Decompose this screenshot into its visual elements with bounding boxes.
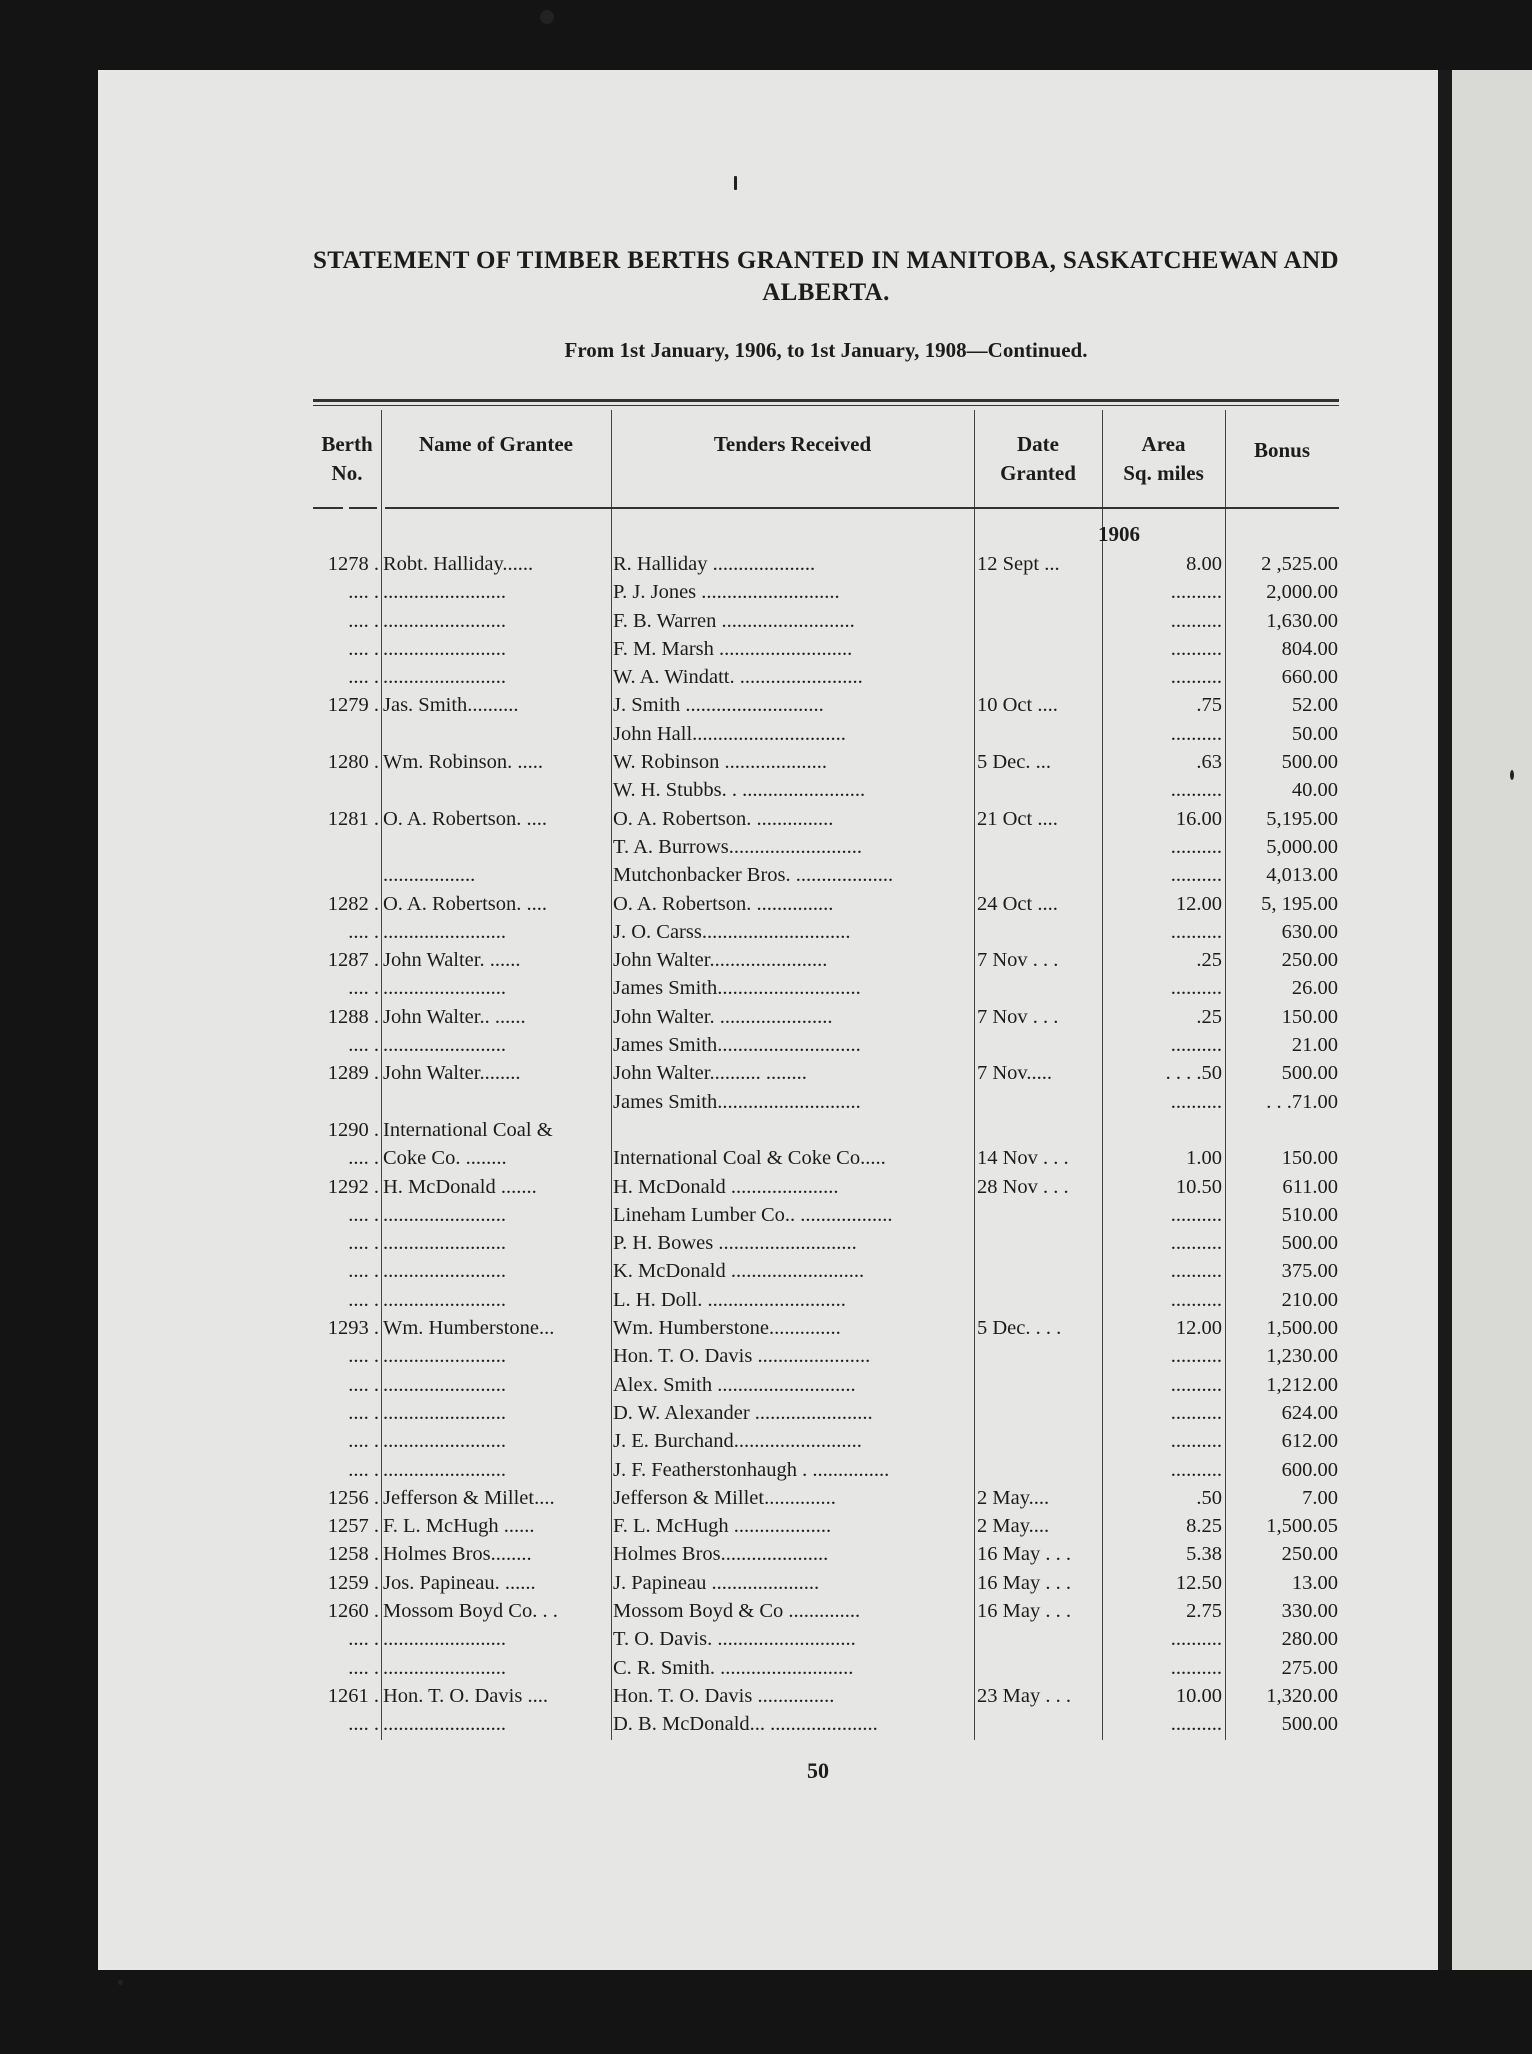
area-cell: 1.00 [1186, 1147, 1222, 1170]
bonus-cell: 5,000.00 [1266, 835, 1338, 858]
tender-cell: W. Robinson .................... [613, 751, 827, 774]
area-cell: .75 [1196, 694, 1222, 717]
berth-no-cell: 1260 . [327, 1599, 379, 1622]
date-cell: 23 May . . . [977, 1684, 1071, 1707]
header-text: Sq. miles [1123, 461, 1204, 485]
tender-cell: Wm. Humberstone.............. [613, 1317, 841, 1340]
tender-cell: D. W. Alexander ....................... [613, 1401, 873, 1424]
bonus-cell: 1,320.00 [1266, 1684, 1338, 1707]
bonus-cell: 40.00 [1291, 779, 1338, 802]
grantee-cell: O. A. Robertson. .... [383, 807, 547, 830]
grantee-cell: ........................ [383, 1656, 506, 1679]
berth-no-cell: .... . [348, 977, 379, 1000]
bonus-cell: 52.00 [1291, 694, 1338, 717]
tender-cell: Jefferson & Millet.............. [613, 1486, 836, 1509]
grantee-cell: O. A. Robertson. .... [383, 892, 547, 915]
berth-no-cell: .... . [348, 1147, 379, 1170]
table-row [313, 805, 1339, 833]
header-rule [313, 507, 343, 509]
berth-no-cell: .... . [348, 1034, 379, 1057]
bonus-cell: 804.00 [1281, 637, 1338, 660]
berth-no-cell: .... . [348, 666, 379, 689]
tender-cell: H. McDonald ..................... [613, 1175, 839, 1198]
table-row [313, 663, 1339, 691]
grantee-cell: ........................ [383, 637, 506, 660]
area-cell: 12.00 [1175, 892, 1222, 915]
bonus-cell: 630.00 [1281, 920, 1338, 943]
grantee-cell: ........................ [383, 1628, 506, 1651]
header-text: Area [1141, 432, 1186, 456]
header-bonus: Bonus [1253, 438, 1311, 462]
tender-cell: F. M. Marsh .......................... [613, 637, 853, 660]
tender-cell: Holmes Bros..................... [613, 1543, 829, 1566]
bonus-cell: 275.00 [1281, 1656, 1338, 1679]
table-row [313, 1314, 1339, 1342]
area-cell: 12.50 [1175, 1571, 1222, 1594]
table-row [313, 946, 1339, 974]
table-row [313, 1371, 1339, 1399]
tender-cell: C. R. Smith. .......................... [613, 1656, 854, 1679]
grantee-cell: Coke Co. ........ [383, 1147, 507, 1170]
tender-cell: T. O. Davis. ........................... [613, 1628, 856, 1651]
berth-no-cell: .... . [348, 1345, 379, 1368]
page-number: 50 [807, 1758, 829, 1783]
area-cell: .......... [1170, 1373, 1222, 1396]
bonus-cell: 2 ,525.00 [1261, 553, 1338, 575]
berth-no-cell: 1256 . [327, 1486, 379, 1509]
area-cell: .63 [1196, 751, 1222, 774]
berth-no-cell: .... . [348, 1430, 379, 1453]
berth-no-cell: 1288 . [327, 1005, 379, 1028]
bonus-cell: . . .71.00 [1266, 1090, 1338, 1113]
header-tenders: Tenders Received [713, 432, 872, 456]
berth-no-cell: .... . [348, 1656, 379, 1679]
document-subtitle: From 1st January, 1906, to 1st January, 1908—Continued. [564, 338, 1088, 362]
bonus-cell: 510.00 [1281, 1203, 1338, 1226]
bonus-cell: 611.00 [1282, 1175, 1338, 1198]
table-row [313, 1286, 1339, 1314]
grantee-cell: ........................ [383, 1401, 506, 1424]
bonus-cell: 1,500.05 [1266, 1515, 1338, 1538]
grantee-cell: Wm. Robinson. ..... [383, 751, 544, 774]
tender-cell: T. A. Burrows.......................... [613, 835, 863, 858]
area-cell: .25 [1196, 949, 1222, 972]
bonus-cell: 5, 195.00 [1261, 892, 1338, 915]
tender-cell: O. A. Robertson. ............... [613, 892, 834, 915]
grantee-cell: Holmes Bros........ [383, 1543, 532, 1566]
bonus-cell: 250.00 [1281, 949, 1338, 972]
berth-no-cell: .... . [348, 609, 379, 632]
berth-no-cell: .... . [348, 1401, 379, 1424]
tender-cell: W. H. Stubbs. . ........................ [613, 779, 866, 802]
area-cell: .......... [1170, 1232, 1222, 1255]
tender-cell: John Walter. ...................... [613, 1005, 833, 1028]
area-cell: .......... [1170, 637, 1222, 660]
bonus-cell: 250.00 [1281, 1543, 1338, 1566]
area-cell: 5.38 [1186, 1543, 1222, 1566]
grantee-cell: H. McDonald ....... [383, 1175, 537, 1198]
tender-cell: F. L. McHugh ................... [613, 1515, 832, 1538]
tender-cell: James Smith............................ [613, 977, 861, 1000]
grantee-cell: ........................ [383, 581, 506, 604]
area-cell: .......... [1170, 722, 1222, 745]
grantee-cell: F. L. McHugh ...... [383, 1515, 535, 1538]
timber-berths-table [313, 400, 1339, 1740]
area-cell: .......... [1170, 581, 1222, 604]
scan-speck [118, 1980, 123, 1985]
berth-no-cell: .... . [348, 1232, 379, 1255]
tender-cell: Mutchonbacker Bros. ................... [613, 864, 894, 887]
grantee-cell: ........................ [383, 1345, 506, 1368]
bonus-cell: 1,230.00 [1266, 1345, 1338, 1368]
bonus-cell: 26.00 [1291, 977, 1338, 1000]
table-row [313, 776, 1339, 804]
tender-cell: James Smith............................ [613, 1034, 861, 1057]
bonus-cell: 210.00 [1281, 1288, 1338, 1311]
grantee-cell: ........................ [383, 1458, 506, 1481]
date-cell: 16 May . . . [977, 1571, 1071, 1594]
berth-no-cell: 1258 . [327, 1543, 379, 1566]
table-row [313, 720, 1339, 748]
bonus-cell: 1,500.00 [1266, 1317, 1338, 1340]
year-label: 1906 [1098, 522, 1140, 546]
berth-no-cell: 1292 . [327, 1175, 379, 1198]
document-title [308, 245, 1344, 309]
area-cell: .......... [1170, 1713, 1222, 1736]
table-row [313, 550, 1339, 578]
scan-speck [540, 10, 554, 24]
berth-no-cell: .... . [348, 1288, 379, 1311]
date-cell: 16 May . . . [977, 1599, 1071, 1622]
bonus-cell: 500.00 [1281, 1062, 1338, 1085]
table-row [313, 833, 1339, 861]
table-row [313, 1003, 1339, 1031]
table-row [313, 635, 1339, 663]
date-cell: 14 Nov . . . [977, 1147, 1069, 1170]
grantee-cell: ........................ [383, 666, 506, 689]
tender-cell: Alex. Smith ........................... [613, 1373, 856, 1396]
area-cell: 16.00 [1175, 807, 1222, 830]
table-row [313, 918, 1339, 946]
bonus-cell: 612.00 [1281, 1430, 1338, 1453]
bonus-cell: 500.00 [1281, 1713, 1338, 1736]
table-row [313, 1427, 1339, 1455]
bonus-cell: 5,195.00 [1266, 807, 1338, 830]
area-cell: 8.25 [1186, 1515, 1222, 1538]
bonus-cell: 600.00 [1281, 1458, 1338, 1481]
berth-no-cell: 1282 . [327, 892, 379, 915]
area-cell: .......... [1170, 1430, 1222, 1453]
date-cell: 7 Nov..... [977, 1062, 1052, 1085]
berth-no-cell: 1259 . [327, 1571, 379, 1594]
area-cell: .......... [1170, 864, 1222, 887]
tender-cell: P. J. Jones ........................... [613, 581, 840, 604]
grantee-cell: John Walter.. ...... [383, 1005, 526, 1028]
bonus-cell: 2,000.00 [1266, 581, 1338, 604]
area-cell: .......... [1170, 1034, 1222, 1057]
table-row [313, 1342, 1339, 1370]
tender-cell: Hon. T. O. Davis ............... [613, 1684, 835, 1707]
grantee-cell: ........................ [383, 1288, 506, 1311]
grantee-cell: Mossom Boyd Co. . . [383, 1599, 558, 1622]
tender-cell: John Walter....................... [613, 949, 828, 972]
date-cell: 24 Oct .... [977, 892, 1058, 915]
header-text: No. [331, 461, 363, 485]
berth-no-cell: 1280 . [327, 751, 379, 774]
header-rule [349, 507, 377, 509]
table-row [313, 1088, 1339, 1116]
area-cell: 10.50 [1175, 1175, 1222, 1198]
tender-cell: J. O. Carss............................. [613, 920, 851, 943]
grantee-cell: Wm. Humberstone... [383, 1317, 555, 1340]
tender-cell: L. H. Doll. ........................... [613, 1288, 846, 1311]
header-area [1102, 430, 1225, 488]
header-rule [385, 507, 1339, 509]
berth-no-cell: .... . [348, 1628, 379, 1651]
grantee-cell: ........................ [383, 977, 506, 1000]
tender-cell: John Walter.......... ........ [613, 1062, 807, 1085]
area-cell: 10.00 [1175, 1684, 1222, 1707]
table-row [313, 974, 1339, 1002]
next-page-edge [1452, 70, 1532, 1970]
tender-cell: James Smith............................ [613, 1090, 861, 1113]
grantee-cell: .................. [383, 864, 476, 887]
table-row [313, 1173, 1339, 1201]
date-cell: 16 May . . . [977, 1543, 1071, 1566]
berth-no-cell: 1290 . [327, 1118, 379, 1141]
bonus-cell: 500.00 [1281, 1232, 1338, 1255]
area-cell: .25 [1196, 1005, 1222, 1028]
scan-speck [1510, 770, 1514, 780]
header-text: Granted [1000, 461, 1076, 485]
date-cell: 5 Dec. . . . [977, 1317, 1062, 1340]
grantee-cell: ........................ [383, 920, 506, 943]
bonus-cell: 150.00 [1281, 1005, 1338, 1028]
table-row [313, 1512, 1339, 1540]
bonus-cell: 13.00 [1291, 1571, 1338, 1594]
tender-cell: Lineham Lumber Co.. .................. [613, 1203, 893, 1226]
area-cell: 8.00 [1186, 553, 1222, 575]
table-row [313, 1144, 1339, 1172]
area-cell: .......... [1170, 1628, 1222, 1651]
tender-cell: Hon. T. O. Davis ...................... [613, 1345, 871, 1368]
bonus-cell: 624.00 [1281, 1401, 1338, 1424]
table-row [313, 1031, 1339, 1059]
area-cell: .......... [1170, 920, 1222, 943]
table-row [313, 1654, 1339, 1682]
date-cell: 12 Sept ... [977, 553, 1060, 575]
tender-cell: R. Halliday .................... [613, 553, 816, 575]
berth-no-cell: .... . [348, 1260, 379, 1283]
grantee-cell: Jefferson & Millet.... [383, 1486, 555, 1509]
berth-no-cell: 1278 . [327, 553, 379, 575]
grantee-cell: ........................ [383, 1232, 506, 1255]
header-text: Berth [321, 432, 373, 456]
area-cell: 2.75 [1186, 1599, 1222, 1622]
table-row [313, 1597, 1339, 1625]
date-cell: 28 Nov . . . [977, 1175, 1069, 1198]
grantee-cell: ........................ [383, 1713, 506, 1736]
date-cell: 5 Dec. ... [977, 751, 1052, 774]
bonus-cell: 330.00 [1281, 1599, 1338, 1622]
table-row [313, 578, 1339, 606]
table-row [313, 1116, 1339, 1144]
area-cell: .......... [1170, 779, 1222, 802]
tender-cell: J. Smith ........................... [613, 694, 824, 717]
area-cell: .......... [1170, 609, 1222, 632]
table-row [313, 1456, 1339, 1484]
bonus-cell: 21.00 [1291, 1034, 1338, 1057]
grantee-cell: ........................ [383, 1203, 506, 1226]
grantee-cell: ........................ [383, 1430, 506, 1453]
grantee-cell: Robt. Halliday...... [383, 553, 534, 575]
date-cell: 2 May.... [977, 1486, 1050, 1509]
bonus-cell: 500.00 [1281, 751, 1338, 774]
scan-speck [734, 176, 737, 190]
bonus-cell: 1,630.00 [1266, 609, 1338, 632]
bonus-cell: 375.00 [1281, 1260, 1338, 1283]
table-row [313, 1625, 1339, 1653]
berth-no-cell: 1279 . [327, 694, 379, 717]
grantee-cell: ........................ [383, 1034, 506, 1057]
table-row [313, 1484, 1339, 1512]
grantee-cell: Hon. T. O. Davis .... [383, 1684, 548, 1707]
tender-cell: D. B. McDonald... ..................... [613, 1713, 878, 1736]
tender-cell: K. McDonald .......................... [613, 1260, 865, 1283]
berth-no-cell: 1293 . [327, 1317, 379, 1340]
table-row [313, 1229, 1339, 1257]
tender-cell: W. A. Windatt. ........................ [613, 666, 863, 689]
table-row [313, 890, 1339, 918]
bonus-cell: 280.00 [1281, 1628, 1338, 1651]
table-row [313, 1399, 1339, 1427]
table-row [313, 748, 1339, 776]
date-cell: 7 Nov . . . [977, 949, 1059, 972]
header-grantee: Name of Grantee [419, 432, 573, 456]
header-berth-no [313, 430, 381, 488]
bonus-cell: 1,212.00 [1266, 1373, 1338, 1396]
area-cell: .......... [1170, 1203, 1222, 1226]
berth-no-cell: 1281 . [327, 807, 379, 830]
bonus-cell: 150.00 [1281, 1147, 1338, 1170]
table-row [313, 607, 1339, 635]
date-cell: 2 May.... [977, 1515, 1050, 1538]
berth-no-cell: 1261 . [327, 1684, 379, 1707]
tender-cell: F. B. Warren .......................... [613, 609, 855, 632]
table-row [313, 1682, 1339, 1710]
bonus-cell: 7.00 [1302, 1486, 1338, 1509]
area-cell: .......... [1170, 1090, 1222, 1113]
berth-no-cell: 1287 . [327, 949, 379, 972]
area-cell: . . . .50 [1165, 1062, 1222, 1085]
grantee-cell: ........................ [383, 1260, 506, 1283]
area-cell: .......... [1170, 835, 1222, 858]
table-body [313, 550, 1339, 1738]
grantee-cell: Jas. Smith.......... [383, 694, 519, 717]
area-cell: .......... [1170, 1260, 1222, 1283]
table-row [313, 1059, 1339, 1087]
berth-no-cell: .... . [348, 1713, 379, 1736]
area-cell: .......... [1170, 1288, 1222, 1311]
date-cell: 21 Oct .... [977, 807, 1058, 830]
table-row [313, 691, 1339, 719]
berth-no-cell: .... . [348, 1458, 379, 1481]
area-cell: 12.00 [1175, 1317, 1222, 1340]
area-cell: .......... [1170, 977, 1222, 1000]
area-cell: .......... [1170, 1401, 1222, 1424]
tender-cell: O. A. Robertson. ............... [613, 807, 834, 830]
berth-no-cell: 1289 . [327, 1062, 379, 1085]
bonus-cell: 50.00 [1291, 722, 1338, 745]
tender-cell: International Coal & Coke Co..... [613, 1147, 886, 1170]
table-row [313, 1569, 1339, 1597]
area-cell: .......... [1170, 1345, 1222, 1368]
tender-cell: J. F. Featherstonhaugh . ............... [613, 1458, 890, 1481]
berth-no-cell: .... . [348, 637, 379, 660]
table-row [313, 1201, 1339, 1229]
tender-cell: J. E. Burchand......................... [613, 1430, 862, 1453]
grantee-cell: John Walter........ [383, 1062, 521, 1085]
date-cell: 10 Oct .... [977, 694, 1058, 717]
tender-cell: J. Papineau ..................... [613, 1571, 820, 1594]
tender-cell: P. H. Bowes ........................... [613, 1232, 857, 1255]
bonus-cell: 660.00 [1281, 666, 1338, 689]
berth-no-cell: .... . [348, 920, 379, 943]
tender-cell: Mossom Boyd & Co .............. [613, 1599, 861, 1622]
grantee-cell: International Coal & [383, 1118, 553, 1141]
title-line-2: ALBERTA. [762, 279, 890, 306]
berth-no-cell: 1257 . [327, 1515, 379, 1538]
tender-cell: John Hall.............................. [613, 722, 846, 745]
grantee-cell: ........................ [383, 609, 506, 632]
berth-no-cell: .... . [348, 581, 379, 604]
table-row [313, 861, 1339, 889]
table-row [313, 1540, 1339, 1568]
title-line-1: STATEMENT OF TIMBER BERTHS GRANTED IN MANITOBA, SASKATCHEWAN AND [312, 247, 1340, 274]
table-row [313, 1710, 1339, 1738]
date-cell: 7 Nov . . . [977, 1005, 1059, 1028]
grantee-cell: Jos. Papineau. ...... [383, 1571, 536, 1594]
grantee-cell: John Walter. ...... [383, 949, 521, 972]
berth-no-cell: .... . [348, 1203, 379, 1226]
berth-no-cell: .... . [348, 1373, 379, 1396]
area-cell: .......... [1170, 1656, 1222, 1679]
header-text: Date [1017, 432, 1059, 456]
area-cell: .......... [1170, 1458, 1222, 1481]
grantee-cell: ........................ [383, 1373, 506, 1396]
table-row [313, 1257, 1339, 1285]
area-cell: .50 [1196, 1486, 1222, 1509]
bonus-cell: 4,013.00 [1266, 864, 1338, 887]
area-cell: .......... [1170, 666, 1222, 689]
header-date [974, 430, 1102, 488]
